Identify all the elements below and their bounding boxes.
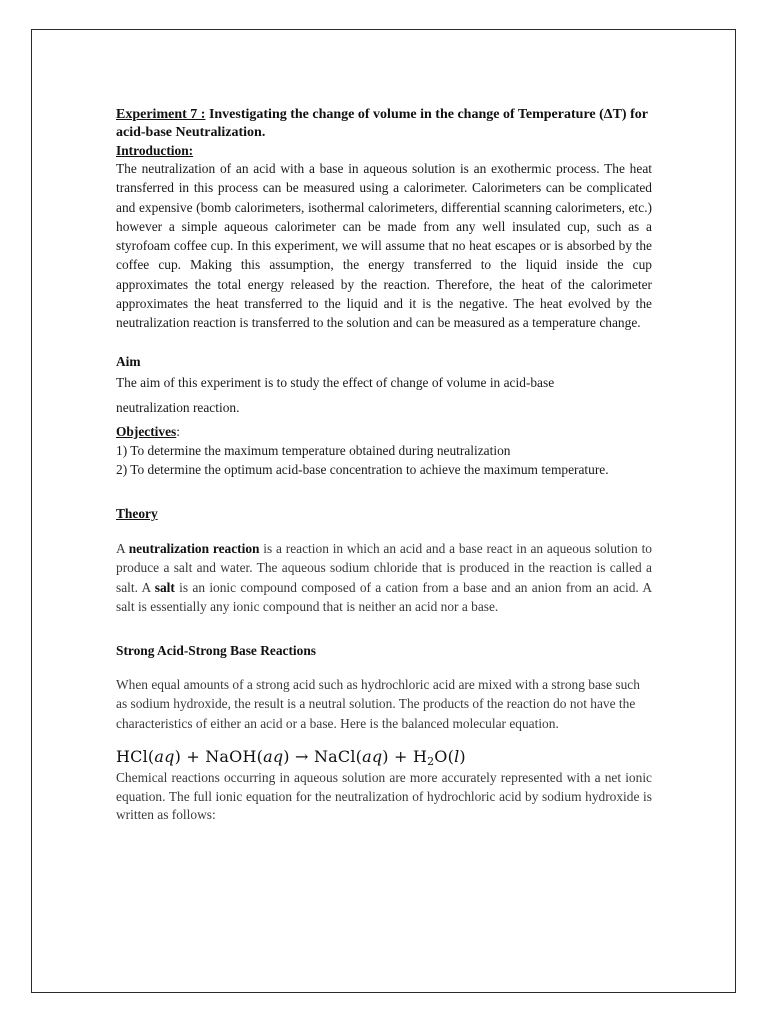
theory-paragraph bbox=[116, 539, 652, 617]
objective-item-1: 1) To determine the maximum temperature obtained during neutralization bbox=[116, 442, 511, 458]
term-neutralization-reaction: neutralization reaction bbox=[128, 540, 260, 556]
objectives-colon: : bbox=[176, 423, 180, 439]
net-ionic-paragraph: Chemical reactions occurring in aqueous solution are more accurately represented with a net ionic equation. The full ionic equation for the neutralization of hydrochloric acid by sodium hydroxide is written as follows: bbox=[116, 770, 652, 823]
theory-heading: Theory bbox=[116, 505, 158, 521]
theory-text-b: is a reaction in which an acid and a base react in an aqueous solution to produce a salt and water. The aqueous sodium chloride that is produced in the reaction is called a salt. A bbox=[116, 540, 652, 595]
experiment-title-end: T) for acid-base Neutralization. bbox=[116, 107, 648, 140]
delta-symbol: Δ bbox=[603, 107, 613, 122]
theory-text-c: is an ionic compound composed of a cation from a base and an anion from an acid. A salt is essentially any ionic compound that is neither an acid nor a base. bbox=[116, 579, 652, 615]
eq-paren: ( bbox=[447, 747, 455, 767]
eq-nacl: NaCl bbox=[313, 747, 356, 767]
objectives-heading-row bbox=[116, 422, 652, 441]
eq-h: H bbox=[412, 747, 428, 767]
experiment-title-text: Investigating the change of volume in the change of Temperature ( bbox=[205, 107, 604, 122]
eq-subscript: 2 bbox=[427, 755, 435, 769]
eq-paren: ) bbox=[459, 747, 466, 767]
eq-state: aq bbox=[362, 747, 383, 767]
document-content bbox=[116, 106, 652, 825]
eq-o: O bbox=[434, 747, 448, 767]
introduction-heading: Introduction: bbox=[116, 143, 194, 158]
aim-heading: Aim bbox=[116, 353, 141, 369]
eq-state: l bbox=[454, 747, 460, 767]
experiment-title bbox=[116, 106, 652, 142]
objective-item-2: 2) To determine the optimum acid-base concentration to achieve the maximum temperature. bbox=[116, 461, 609, 477]
strong-acid-base-heading: Strong Acid-Strong Base Reactions bbox=[116, 642, 317, 658]
eq-state: aq bbox=[154, 747, 175, 767]
eq-paren: ( bbox=[147, 747, 155, 767]
eq-arrow: → bbox=[295, 747, 309, 767]
eq-hcl: HCl bbox=[116, 747, 148, 767]
eq-plus: + bbox=[394, 747, 408, 767]
eq-paren: ) bbox=[382, 747, 389, 767]
eq-naoh: NaOH bbox=[205, 747, 257, 767]
experiment-label: Experiment 7 : bbox=[116, 107, 206, 122]
eq-plus: + bbox=[186, 747, 200, 767]
aim-line-1: The aim of this experiment is to study the effect of change of volume in acid-base bbox=[116, 374, 555, 390]
introduction-paragraph: The neutralization of an acid with a base in aqueous solution is an exothermic process. The heat transferred in this process can be measured using a calorimeter. Calorimeters can be complicated and expensive (bomb calorimeters, isothermal calorimeters, differential scanning calorimeters, etc.) however a simple aqueous calorimeter can be made from any well insulated cup, such as a styrofoam coffee cup. In this experiment, we will assume that no heat escapes or is absorbed by the coffee cup. Making this assumption, the energy transferred to the liquid inside the cup approximates the total energy released by the reaction. Therefore, the heat of the calorimeter approximates the heat transferred to the liquid and it is the negative. The heat evolved by the neutralization reaction is transferred to the solution and can be measured as a temperature change. bbox=[116, 161, 652, 331]
strong-acid-base-paragraph: When equal amounts of a strong acid such as hydrochloric acid are mixed with a strong base such as sodium hydroxide, the result is a neutral solution. The products of the reaction do not have the characteristics of either an acid or a base. Here is the balanced molecular equation. bbox=[116, 676, 640, 731]
eq-paren: ) bbox=[283, 747, 290, 767]
term-salt: salt bbox=[154, 579, 175, 595]
balanced-equation bbox=[116, 747, 652, 768]
aim-line-2: neutralization reaction. bbox=[116, 399, 240, 415]
eq-state: aq bbox=[263, 747, 284, 767]
eq-paren: ( bbox=[355, 747, 363, 767]
objectives-list bbox=[116, 441, 652, 479]
objectives-heading: Objectives bbox=[116, 423, 177, 439]
eq-paren: ( bbox=[256, 747, 264, 767]
theory-text-a: A bbox=[116, 540, 129, 556]
eq-paren: ) bbox=[174, 747, 182, 767]
aim-paragraph bbox=[116, 370, 652, 420]
